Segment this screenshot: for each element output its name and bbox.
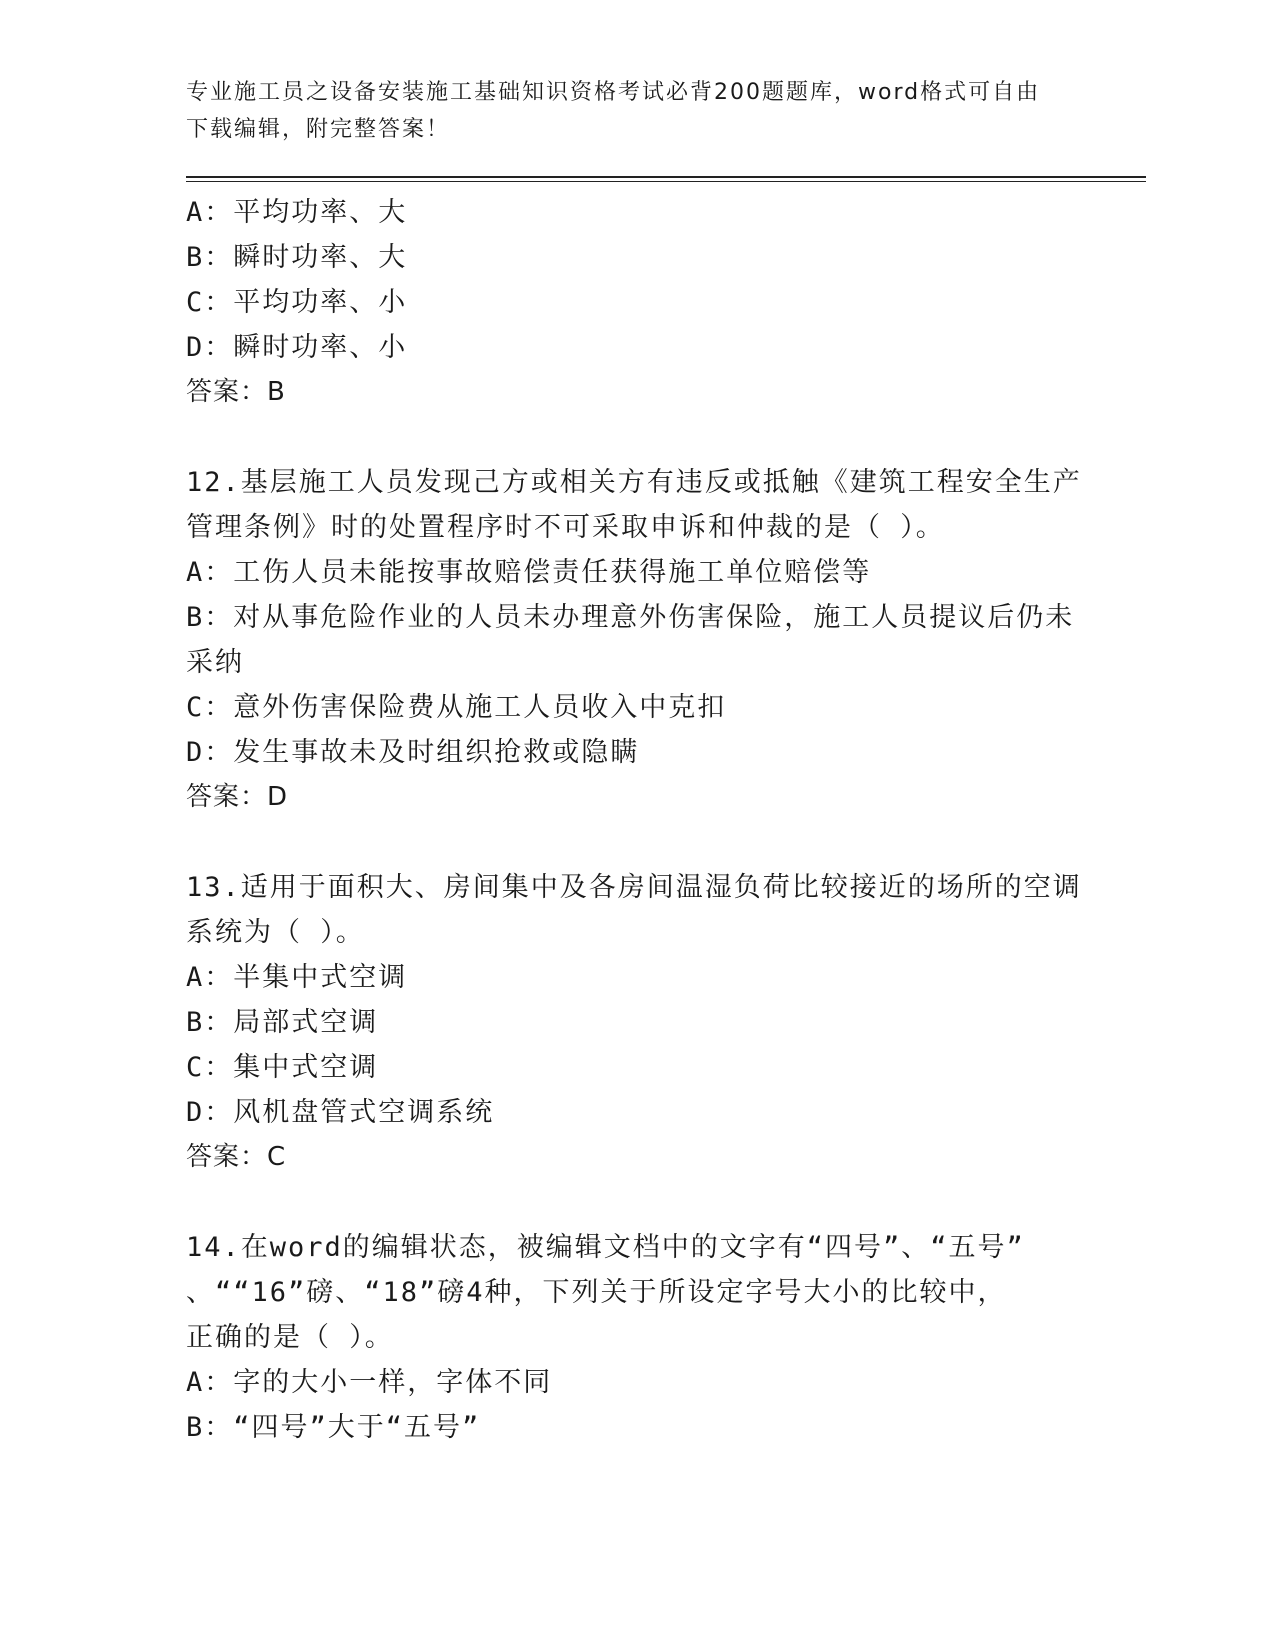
question-stem: 、““16”磅、“18”磅4种，下列关于所设定字号大小的比较中， [186,1277,1007,1308]
question-13 [186,865,1086,1180]
question-stem: 正确的是（ ）。 [186,1322,394,1353]
answer: 答案：C [186,1142,287,1172]
option-b: B：对从事危险作业的人员未办理意外伤害保险，施工人员提议后仍未 [186,602,1075,633]
option-c: C：平均功率、小 [186,287,408,318]
option-a: A：平均功率、大 [186,197,408,228]
option-a: A：半集中式空调 [186,962,408,993]
question-14 [186,1225,1086,1450]
option-b: B：“四号”大于“五号” [186,1412,481,1443]
spacer [186,415,1086,460]
option-b: B：局部式空调 [186,1007,379,1038]
option-a: A：字的大小一样，字体不同 [186,1367,553,1398]
header-title-line-2: 下载编辑，附完整答案！ [186,117,451,142]
header-divider [186,176,1146,182]
option-a: A：工伤人员未能按事故赔偿责任获得施工单位赔偿等 [186,557,872,588]
option-d: D：风机盘管式空调系统 [186,1097,495,1128]
option-d: D：瞬时功率、小 [186,332,408,363]
question-stem: 系统为（ ）。 [186,917,365,948]
spacer [186,820,1086,865]
option-b-continued: 采纳 [186,647,244,678]
header-title-line-1: 专业施工员之设备安装施工基础知识资格考试必背200题题库，word格式可自由 [186,80,1041,105]
question-stem: 13.适用于面积大、房间集中及各房间温湿负荷比较接近的场所的空调 [186,872,1082,903]
option-c: C：集中式空调 [186,1052,379,1083]
question-stem: 14.在word的编辑状态，被编辑文档中的文字有“四号”、“五号” [186,1232,1025,1263]
question-11 [186,190,1086,415]
option-d: D：发生事故未及时组织抢救或隐瞒 [186,737,640,768]
question-stem: 12.基层施工人员发现己方或相关方有违反或抵触《建筑工程安全生产 [186,467,1082,498]
question-12 [186,460,1086,820]
question-stem: 管理条例》时的处置程序时不可采取申诉和仲裁的是（ ）。 [186,512,945,543]
answer: 答案：B [186,377,286,407]
answer: 答案：D [186,782,289,812]
spacer [186,1180,1086,1225]
option-b: B：瞬时功率、大 [186,242,408,273]
document-header [186,74,1066,148]
option-c: C：意外伤害保险费从施工人员收入中克扣 [186,692,727,723]
question-body [186,190,1086,1450]
